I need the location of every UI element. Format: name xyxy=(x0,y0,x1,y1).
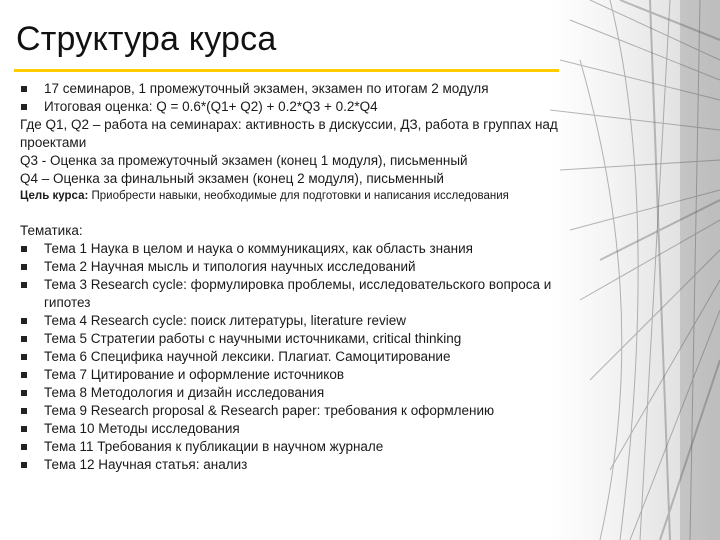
grading-note: Q4 – Оценка за финальный экзамен (конец 2 модуля), письменный xyxy=(20,171,444,186)
bullet-item: 17 семинаров, 1 промежуточный экзамен, экзамен по итогам 2 модуля xyxy=(20,80,560,98)
topic-item: Тема 7 Цитирование и оформление источников xyxy=(20,366,560,384)
topic-item: Тема 9 Research proposal & Research paper: требования к оформлению xyxy=(20,402,560,420)
title-underline xyxy=(14,69,559,72)
page-title: Структура курса xyxy=(16,20,277,58)
topic-item: Тема 4 Research cycle: поиск литературы, literature review xyxy=(20,312,560,330)
topic-item: Тема 5 Стратегии работы с научными источниками, critical thinking xyxy=(20,330,560,348)
course-goal xyxy=(20,188,560,204)
topic-item: Тема 11 Требования к публикации в научном журнале xyxy=(20,438,560,456)
course-goal-text: Приобрести навыки, необходимые для подготовки и написания исследования xyxy=(88,190,509,202)
topic-item: Тема 12 Научная статья: анализ xyxy=(20,456,560,474)
grading-note: Q3 - Оценка за промежуточный экзамен (конец 1 модуля), письменный xyxy=(20,153,468,168)
topic-item: Тема 10 Методы исследования xyxy=(20,420,560,438)
topic-item: Тема 3 Research cycle: формулировка проблемы, исследовательского вопроса и гипотез xyxy=(20,276,560,312)
topic-item: Тема 6 Специфика научной лексики. Плагиат. Самоцитирование xyxy=(20,348,560,366)
course-structure-content xyxy=(20,80,560,474)
architecture-pattern xyxy=(550,0,720,540)
topic-item: Тема 8 Методология и дизайн исследования xyxy=(20,384,560,402)
topic-item: Тема 2 Научная мысль и типология научных исследований xyxy=(20,258,560,276)
topics-heading: Тематика: xyxy=(20,223,83,238)
grading-note: Где Q1, Q2 – работа на семинарах: активность в дискуссии, ДЗ, работа в группах над проектами xyxy=(20,117,558,150)
bullet-item: Итоговая оценка: Q = 0.6*(Q1+ Q2) + 0.2*Q3 + 0.2*Q4 xyxy=(20,98,560,116)
topic-item: Тема 1 Наука в целом и наука о коммуникациях, как область знания xyxy=(20,240,560,258)
course-goal-label: Цель курса: xyxy=(20,190,89,202)
decorative-architecture-image xyxy=(550,0,720,540)
